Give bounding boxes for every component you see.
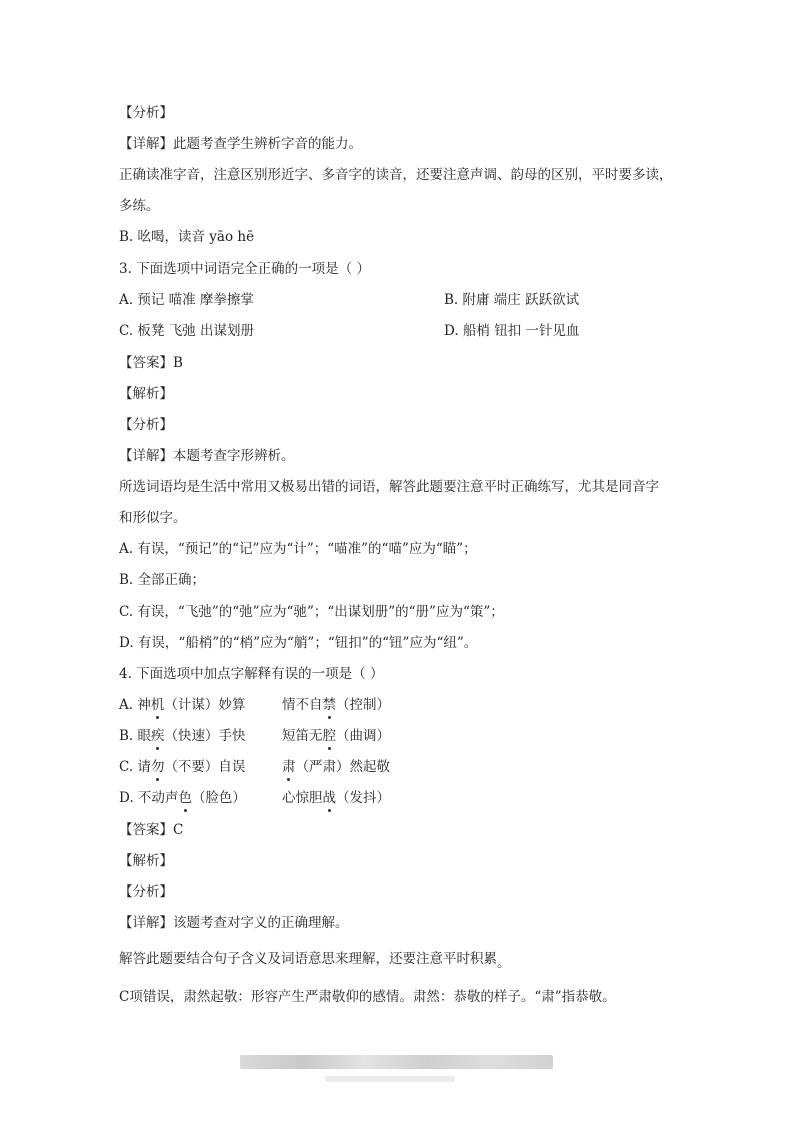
- option-text: D. 不动声: [119, 790, 179, 806]
- option-text: B. 眼: [119, 728, 152, 744]
- option-3a: A. 预记 喵准 摩拳擦掌: [119, 292, 254, 308]
- option-text: C. 请: [119, 759, 151, 775]
- analysis-heading: 【分析】: [119, 884, 173, 900]
- detail-text: 【详解】本题考查字形辨析。: [119, 448, 295, 464]
- option-4d-second: [282, 789, 390, 807]
- analysis-heading: 【分析】: [119, 417, 173, 433]
- detail-text: 【详解】此题考查学生辨析字音的能力。: [119, 136, 362, 152]
- dotted-char: 疾: [151, 728, 165, 744]
- paragraph-line: C项错误，肃然起敬：形容产生严肃敬仰的感情。肃然：恭敬的样子。“肃”指恭敬。: [119, 989, 616, 1005]
- reason-line: C. 有误，“飞弛”的“弛”应为“驰”；“出谋划册”的“册”应为“策”；: [119, 604, 504, 620]
- option-4b: [119, 727, 246, 745]
- option-4c: [119, 758, 245, 776]
- option-text: （控制）: [336, 697, 390, 713]
- paragraph-line: 所选词语均是生活中常用又极易出错的词语，解答此题要注意平时正确练写，尤其是同音字: [119, 479, 659, 495]
- option-3d: D. 船梢 钮扣 一针见血: [444, 323, 580, 339]
- dotted-char: 色: [178, 790, 192, 806]
- question-3: 3. 下面选项中词语完全正确的一项是（ ）: [119, 261, 370, 277]
- reason-line: B. 全部正确；: [119, 572, 206, 588]
- paragraph-line: 多练。: [119, 198, 160, 214]
- option-text: （快速）手快: [164, 728, 246, 744]
- analysis-heading: 【分析】: [119, 105, 173, 121]
- dotted-char: 战: [322, 790, 336, 806]
- blurred-footer: [240, 1055, 553, 1069]
- option-text: （严肃）然起敬: [295, 759, 390, 775]
- reason-line: A. 有误，“预记”的“记”应为“计”；“喵准”的“喵”应为“瞄”；: [119, 541, 477, 557]
- dotted-char: 勿: [150, 759, 165, 775]
- option-text: （曲调）: [336, 728, 390, 744]
- answer-4: 【答案】C: [119, 822, 184, 838]
- paragraph-line: 正确读准字音，注意区别形近字、多音字的读音，还要注意声调、韵母的区别，平时要多读，: [119, 167, 673, 183]
- option-text: （脸色）: [191, 790, 246, 806]
- question-4: 4. 下面选项中加点字解释有误的一项是（ ）: [119, 666, 384, 682]
- dotted-char: 肃: [282, 759, 296, 775]
- explanation-heading: 【解析】: [119, 853, 173, 869]
- paragraph-line: [119, 950, 511, 971]
- option-text: 短笛无: [282, 728, 323, 744]
- option-4a-second: [282, 696, 390, 714]
- option-text: 心惊胆: [282, 790, 323, 806]
- option-text: （计谋）妙算: [164, 697, 246, 713]
- reason-line: D. 有误，“船梢”的“梢”应为“艄”；“钮扣”的“钮”应为“纽”。: [119, 635, 478, 651]
- option-text: （不要）自误: [164, 759, 246, 775]
- option-4a: [119, 696, 245, 714]
- option-text: （发抖）: [336, 790, 390, 806]
- dotted-char: 禁: [322, 697, 336, 713]
- detail-text: 【详解】该题考查对字义的正确理解。: [119, 915, 349, 931]
- option-3b: B. 附庸 端庄 跃跃欲试: [444, 292, 580, 308]
- dotted-char: 腔: [322, 728, 336, 744]
- dotted-char: 机: [150, 697, 165, 713]
- option-4b-second: [282, 727, 390, 745]
- explanation-heading: 【解析】: [119, 386, 173, 402]
- paragraph-line: 和形似字。: [119, 510, 187, 526]
- blurred-footer-line: [325, 1076, 455, 1082]
- answer-3: 【答案】B: [119, 355, 183, 371]
- option-3c: C. 板凳 飞弛 出谋划册: [119, 323, 255, 339]
- paragraph-text: 解答此题要结合句子含义及词语意思来理解，还要注意平时积累: [119, 951, 497, 967]
- option-text: A. 神: [119, 697, 151, 713]
- answer-note: B. 吆喝，读音 yāo hē: [119, 229, 255, 245]
- option-text: 情不自: [282, 697, 323, 713]
- option-4c-second: [282, 758, 390, 776]
- sentence-end: 。: [497, 955, 511, 971]
- option-4d: [119, 789, 246, 807]
